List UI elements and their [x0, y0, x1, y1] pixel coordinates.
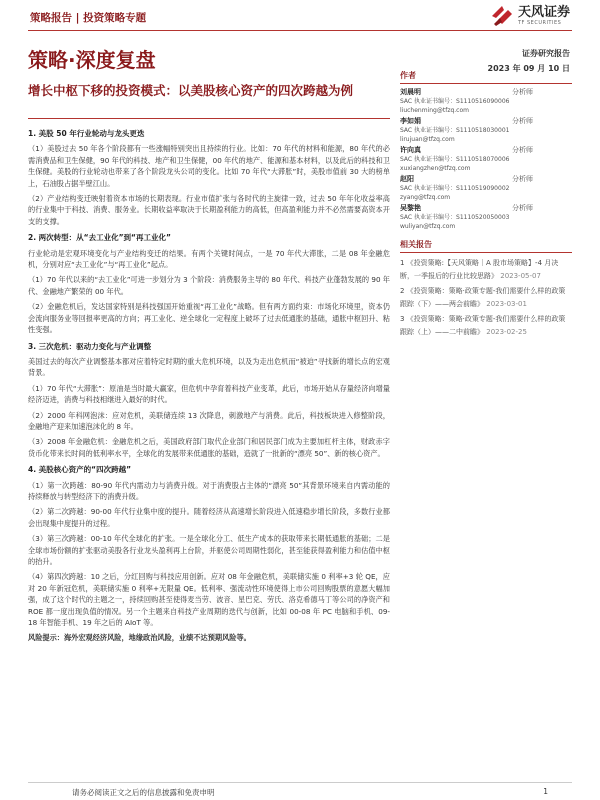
related-report-date: 2023-03-01	[486, 300, 527, 308]
author-entry	[400, 146, 572, 173]
author-role: 分析师	[512, 204, 533, 212]
related-report-date: 2023-02-25	[486, 328, 527, 336]
paragraph: 美国过去的每次产业调整基本都对应着特定时期的重大危机环境，以及为走出危机而“被迫”寻找新的增长点的宏观背景。	[28, 356, 390, 378]
related-report-date: 2023-05-07	[500, 272, 541, 280]
related-report-title: 2 《投资策略：策略·政策专题-我们需要什么样的政策跟踪（下）——两会前瞻》	[400, 287, 566, 308]
author-name: 许向真	[400, 146, 421, 154]
author-email[interactable]: wuliyan@tfzq.com	[400, 223, 456, 230]
paragraph: （1）70 年代以来的“去工业化”可进一步划分为 3 个阶段：消费服务主导的 80 年代、科技产业蓬勃发展的 90 年代、金融地产繁荣的 00 年代。	[28, 275, 390, 296]
report-subtitle: 增长中枢下移的投资模式：以美股核心资产的四次跨越为例	[28, 83, 354, 98]
paragraph: （2）2000 年科网泡沫：应对危机，美联储连续 13 次降息，刺激地产与消费。此后，科技板块进入修整阶段，金融地产迎来加速泡沫化的 8 年。	[28, 410, 390, 431]
related-report-item[interactable]	[400, 257, 572, 283]
author-entry	[400, 117, 572, 144]
section-heading: 1. 美股 50 年行业轮动与龙头更迭	[28, 129, 145, 138]
paragraph: （1）第一次跨越：80-90 年代内需动力与消费升级。对于消费股占主体的“漂亮 50”其背景环境来自内需动能的持续释放与转型经济下的消费升级。	[28, 480, 390, 501]
company-logo	[490, 4, 570, 28]
author-cert: SAC 执业证书编号：S1110519090002	[400, 185, 510, 192]
page-number: 1	[543, 787, 548, 796]
logo-cn-text: 天风证券	[517, 5, 570, 20]
main-content	[28, 128, 390, 644]
author-role: 分析师	[512, 117, 533, 125]
author-entry	[400, 175, 572, 202]
report-date: 2023 年 09 月 10 日	[487, 64, 570, 73]
paragraph: 行业轮动是宏观环境变化与产业结构变迁的结果。有两个关键时间点，一是 70 年代大滞胀，二是 08 年金融危机，分别对应“去工业化”与“再工业化”起点。	[28, 248, 390, 270]
author-name: 刘晨明	[400, 88, 421, 96]
author-email[interactable]: zyang@tfzq.com	[400, 194, 451, 201]
author-email[interactable]: liuchenming@tfzq.com	[400, 107, 469, 114]
related-report-title: 3 《投资策略：策略·政策专题-我们需要什么样的政策跟踪（上）——二中前瞻》	[400, 315, 566, 336]
author-name: 赵阳	[400, 175, 414, 183]
tf-logo-icon	[490, 4, 514, 28]
author-cert: SAC 执业证书编号：S1110518070006	[400, 156, 510, 163]
paragraph: （4）第四次跨越：10 之后，分红回购与科技应用创新。应对 08 年金融危机，美联储实施 0 利率+3 轮 QE，应对 20 年新冠危机，美联储实施 0 利率+无限量 QE。低利率、强流动性环境使得上市公司回购股票的意愿大幅加强，成了这个时代的主题之一，持续回购甚至使得麦当劳、波音、星巴克、劳氏、洛克希德马丁等公司的净资产和 ROE 都一度出现负值的情况。另一个主题来自科技产业周期的迭代与创新，比如 00-08 年 PC 电脑和手机、09-18 年智能手机、19 年之后的 AIoT 等。	[28, 572, 390, 628]
paragraph: （3）第三次跨越：00-10 年代全球化的扩张。一是全球化分工、低生产成本的获取带来长期低通胀的基础；二是全球市场份额的扩张驱动美股各行业龙头盈利再上台阶，并驱使公司周期性弱化，甚至能获得盈利能力和估值中枢的抬升。	[28, 534, 390, 566]
authors-heading: 作者	[400, 70, 572, 84]
paragraph: （1）美股过去 50 年各个阶段都有一些涨幅特别突出且持续的行业。比如：70 年代的材料和能源，80 年代的必需消费品和卫生保健，90 年代的科技、地产和卫生保健，00 年代的地产、能源和基本材料，以及此后的科技和卫生保健。美股的行业轮动也带来了各个阶段龙头公司的变化。比如 70 年代“大滞胀”时，美股市值前 30 大的榜单上，石油股占据半壁江山。	[28, 144, 390, 188]
author-role: 分析师	[512, 146, 533, 154]
risk-warning: 风险提示：海外宏观经济风险，地缘政治风险，业绩不达预期风险等。	[28, 633, 251, 643]
author-cert: SAC 执业证书编号：S1110520050003	[400, 214, 510, 221]
paragraph: （2）第二次跨越：90-00 年代行业集中度的提升。随着经济从高速增长阶段进入低速稳步增长阶段，多数行业都会出现集中度提升的过程。	[28, 507, 390, 528]
author-email[interactable]: lirujuan@tfzq.com	[400, 136, 455, 143]
author-email[interactable]: xuxiangzhen@tfzq.com	[400, 165, 471, 172]
breadcrumb: 策略报告 | 投资策略专题	[30, 12, 147, 24]
related-heading: 相关报告	[400, 239, 572, 253]
author-name: 李如娟	[400, 117, 421, 125]
paragraph: （2）金融危机后，发达国家特别是科技强国开始重视“再工业化”战略。但有两方面约束：市场化环境里，资本仍会流向服务业等回报率更高的方向；再工业化、逆全球化一定程度上破坏了过去低通胀的基础，通胀中枢回升、粘性变强。	[28, 302, 390, 335]
section-heading: 3. 三次危机：驱动力变化与产业调整	[28, 341, 152, 351]
report-title: 策略·深度复盘	[28, 48, 156, 72]
paragraph: （2）产业结构变迁映射着资本市场的长期表现。行业市值扩张与各时代的主旋律一致，过去 50 年年化收益率高的行业集中于科技、消费、服务业。长期收益率取决于长期盈利能力的高低，但高盈利能力并不必然需要高资本开支的支撑。	[28, 194, 390, 226]
author-name: 吴黎艳	[400, 204, 421, 212]
author-entry	[400, 204, 572, 231]
author-entry	[400, 88, 572, 115]
related-report-title: 1 《投资策略:【天风策略｜A 股市场策略】-4 月决断，一季报后的行业比较思路》	[400, 259, 559, 280]
footer-divider	[28, 782, 572, 783]
author-role: 分析师	[512, 88, 533, 96]
section-heading: 2. 两次转型：从“去工业化”到“再工业化”	[28, 233, 171, 243]
paragraph: （3）2008 年金融危机：金融危机之后，美国政府部门取代企业部门和居民部门成为主要加杠杆主体，财政赤字货币化带来长时间的低利率水平，全球化的发展带来低通胀的基础，造就了一批新的“漂亮 50”、新的核心资产。	[28, 437, 390, 458]
related-report-item[interactable]	[400, 313, 572, 339]
logo-en-text: TF SECURITIES	[517, 20, 562, 26]
related-reports	[400, 239, 572, 339]
footer-disclaimer: 请务必阅读正文之后的信息披露和免责申明	[72, 788, 215, 797]
report-type: 证券研究报告	[522, 49, 570, 58]
author-cert: SAC 执业证书编号：S1110516090006	[400, 98, 510, 105]
header-divider	[28, 30, 572, 31]
sidebar	[400, 70, 572, 341]
related-report-item[interactable]	[400, 285, 572, 311]
section-heading: 4. 美股核心资产的“四次跨越”	[28, 465, 132, 475]
paragraph: （1）70 年代“大滞胀”：原油是当时最大赢家，但危机中孕育着科技产业变革，此后，市场开始从存量经济向增量经济迈进，消费与科技相继进入最好的时代。	[28, 383, 390, 405]
subtitle-divider	[28, 118, 390, 119]
author-cert: SAC 执业证书编号：S1110518030001	[400, 127, 510, 134]
author-role: 分析师	[512, 175, 533, 183]
